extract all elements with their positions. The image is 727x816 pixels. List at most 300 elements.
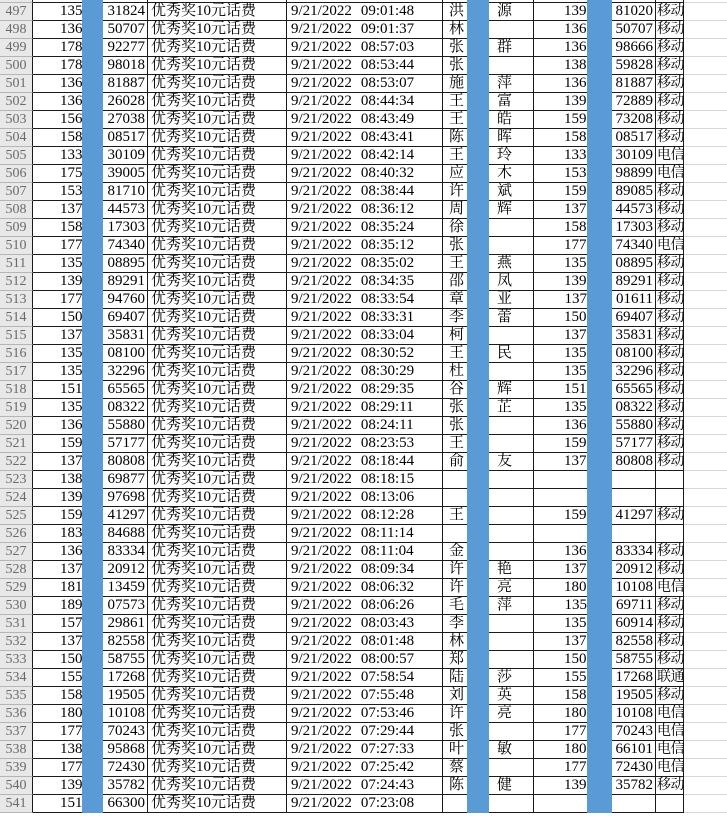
cell-prize[interactable]: 优秀奖10元话费 — [148, 327, 287, 345]
cell-empty[interactable] — [684, 57, 727, 75]
cell-carrier[interactable]: 移动 — [657, 562, 684, 577]
row-header[interactable]: 541 — [0, 795, 33, 813]
timestamp-date: 9/21/2022 — [291, 345, 352, 361]
cell-prize[interactable]: 优秀奖10元话费 — [148, 453, 287, 471]
cell-timestamp[interactable] — [287, 93, 443, 111]
row-header[interactable]: 537 — [0, 723, 33, 741]
cell-prize[interactable]: 优秀奖10元话费 — [148, 633, 287, 651]
cell-empty[interactable] — [684, 723, 727, 741]
phone1-suffix: 08322 — [107, 399, 145, 415]
cell-carrier[interactable]: 电信 — [657, 166, 684, 181]
cell-timestamp[interactable] — [287, 597, 443, 615]
cell-empty[interactable] — [684, 75, 727, 93]
cell-empty[interactable] — [684, 525, 727, 543]
cell-prize[interactable]: 优秀奖10元话费 — [148, 399, 287, 417]
phone2-prefix: 137 — [564, 633, 587, 649]
name-first-char: 许 — [449, 561, 465, 577]
row-header[interactable]: 504 — [0, 129, 33, 147]
row-header[interactable]: 497 — [0, 3, 33, 21]
cell-timestamp[interactable] — [287, 21, 443, 39]
cell-empty[interactable] — [684, 561, 727, 579]
cell-prize[interactable]: 优秀奖10元话费 — [148, 381, 287, 399]
row-header[interactable]: 507 — [0, 183, 33, 201]
row-header[interactable]: 536 — [0, 705, 33, 723]
cell-prize[interactable]: 优秀奖10元话费 — [148, 759, 287, 777]
cell-timestamp[interactable] — [287, 507, 443, 525]
timestamp-date: 9/21/2022 — [291, 651, 352, 667]
phone1-suffix: 82558 — [107, 633, 145, 649]
name-first-char: 王 — [449, 111, 465, 127]
cell-empty[interactable] — [684, 543, 727, 561]
row-header[interactable]: 535 — [0, 687, 33, 705]
cell-empty[interactable] — [684, 651, 727, 669]
cell-carrier[interactable]: 移动 — [657, 202, 684, 217]
cell-prize[interactable]: 优秀奖10元话费 — [148, 201, 287, 219]
row-header[interactable]: 511 — [0, 255, 33, 273]
cell-carrier[interactable]: 移动 — [657, 58, 684, 73]
cell-empty[interactable] — [684, 327, 727, 345]
name-last-char: 莎 — [497, 669, 513, 685]
cell-empty[interactable] — [684, 759, 727, 777]
cell-timestamp[interactable] — [287, 381, 443, 399]
phone1-prefix: 139 — [60, 489, 83, 505]
cell-timestamp[interactable] — [287, 759, 443, 777]
timestamp-date: 9/21/2022 — [291, 687, 352, 703]
cell-timestamp[interactable] — [287, 723, 443, 741]
row-header[interactable]: 509 — [0, 219, 33, 237]
row-header[interactable]: 540 — [0, 777, 33, 795]
phone1-suffix: 81887 — [107, 75, 145, 91]
cell-empty[interactable] — [684, 705, 727, 723]
cell-empty[interactable] — [684, 633, 727, 651]
cell-prize[interactable]: 优秀奖10元话费 — [148, 705, 287, 723]
cell-carrier[interactable]: 电信 — [657, 760, 684, 775]
cell-prize[interactable]: 优秀奖10元话费 — [148, 273, 287, 291]
cell-prize[interactable]: 优秀奖10元话费 — [148, 345, 287, 363]
table-row — [0, 93, 727, 111]
cell-carrier[interactable]: 电信 — [657, 238, 684, 253]
cell-timestamp[interactable] — [287, 579, 443, 597]
cell-empty[interactable] — [684, 129, 727, 147]
cell-prize[interactable]: 优秀奖10元话费 — [148, 669, 287, 687]
timestamp-date: 9/21/2022 — [291, 705, 352, 721]
cell-carrier[interactable] — [656, 525, 684, 543]
cell-empty[interactable] — [684, 165, 727, 183]
cell-prize[interactable]: 优秀奖10元话费 — [148, 687, 287, 705]
timestamp-time: 08:06:26 — [360, 597, 415, 613]
row-header[interactable]: 516 — [0, 345, 33, 363]
cell-empty[interactable] — [684, 489, 727, 507]
row-header[interactable]: 526 — [0, 525, 33, 543]
table-row — [0, 183, 727, 201]
row-header[interactable]: 522 — [0, 453, 33, 471]
cell-carrier[interactable]: 移动 — [657, 94, 684, 109]
name-first-char: 俞 — [449, 453, 465, 469]
cell-prize[interactable]: 优秀奖10元话费 — [148, 165, 287, 183]
row-header[interactable]: 498 — [0, 21, 33, 39]
cell-prize[interactable]: 优秀奖10元话费 — [148, 237, 287, 255]
cell-carrier[interactable]: 电信 — [657, 724, 684, 739]
cell-timestamp[interactable] — [287, 57, 443, 75]
cell-timestamp[interactable] — [287, 75, 443, 93]
cell-carrier[interactable]: 移动 — [657, 274, 684, 289]
row-header[interactable]: 515 — [0, 327, 33, 345]
name-first-char: 章 — [449, 291, 465, 307]
cell-empty[interactable] — [684, 507, 727, 525]
row-header[interactable]: 499 — [0, 39, 33, 57]
table-row — [0, 471, 727, 489]
phone2-suffix: 72430 — [615, 759, 653, 775]
cell-timestamp[interactable] — [287, 795, 443, 813]
cell-timestamp[interactable] — [287, 129, 443, 147]
cell-carrier[interactable] — [656, 795, 684, 813]
cell-empty[interactable] — [684, 777, 727, 795]
cell-empty[interactable] — [684, 687, 727, 705]
cell-timestamp[interactable] — [287, 741, 443, 759]
phone1-prefix: 159 — [60, 507, 83, 523]
cell-carrier[interactable]: 移动 — [657, 400, 684, 415]
cell-prize[interactable]: 优秀奖10元话费 — [148, 417, 287, 435]
row-header[interactable]: 512 — [0, 273, 33, 291]
row-header[interactable]: 527 — [0, 543, 33, 561]
cell-empty[interactable] — [684, 147, 727, 165]
cell-timestamp[interactable] — [287, 543, 443, 561]
cell-carrier[interactable]: 移动 — [657, 778, 684, 793]
cell-carrier[interactable]: 移动 — [657, 652, 684, 667]
cell-empty[interactable] — [684, 183, 727, 201]
cell-empty[interactable] — [684, 471, 727, 489]
cell-timestamp[interactable] — [287, 219, 443, 237]
cell-empty[interactable] — [684, 273, 727, 291]
cell-prize[interactable]: 优秀奖10元话费 — [148, 39, 287, 57]
row-header[interactable]: 523 — [0, 471, 33, 489]
phone2-suffix: 58755 — [615, 651, 653, 667]
cell-carrier[interactable] — [656, 471, 684, 489]
phone1-suffix: 95868 — [107, 741, 145, 757]
name-last-char: 斌 — [497, 183, 513, 199]
phone1-prefix: 139 — [60, 273, 83, 289]
cell-prize[interactable]: 优秀奖10元话费 — [148, 219, 287, 237]
cell-empty[interactable] — [684, 363, 727, 381]
cell-timestamp[interactable] — [287, 489, 443, 507]
row-header[interactable]: 525 — [0, 507, 33, 525]
row-header[interactable]: 503 — [0, 111, 33, 129]
cell-prize[interactable]: 优秀奖10元话费 — [148, 525, 287, 543]
row-header[interactable]: 532 — [0, 633, 33, 651]
cell-empty[interactable] — [684, 201, 727, 219]
cell-carrier[interactable] — [656, 489, 684, 507]
row-header[interactable]: 539 — [0, 759, 33, 777]
phone2-suffix: 82558 — [615, 633, 653, 649]
cell-prize[interactable]: 优秀奖10元话费 — [148, 795, 287, 813]
row-header[interactable]: 501 — [0, 75, 33, 93]
name-last-char: 敏 — [497, 741, 513, 757]
cell-carrier[interactable]: 移动 — [657, 634, 684, 649]
cell-timestamp[interactable] — [287, 345, 443, 363]
timestamp-date: 9/21/2022 — [291, 579, 352, 595]
cell-timestamp[interactable] — [287, 3, 443, 21]
cell-prize[interactable]: 优秀奖10元话费 — [148, 129, 287, 147]
cell-timestamp[interactable] — [287, 687, 443, 705]
cell-carrier[interactable]: 电信 — [657, 742, 684, 757]
phone1-suffix: 30109 — [107, 147, 145, 163]
cell-prize[interactable]: 优秀奖10元话费 — [148, 3, 287, 21]
cell-carrier[interactable]: 移动 — [657, 328, 684, 343]
row-header[interactable]: 520 — [0, 417, 33, 435]
cell-empty[interactable] — [684, 579, 727, 597]
cell-timestamp[interactable] — [287, 651, 443, 669]
cell-carrier[interactable]: 移动 — [657, 418, 684, 433]
table-row — [0, 399, 727, 417]
timestamp-time: 08:44:34 — [360, 93, 415, 109]
cell-timestamp[interactable] — [287, 417, 443, 435]
row-header[interactable]: 529 — [0, 579, 33, 597]
name-first-char: 许 — [449, 705, 465, 721]
cell-empty[interactable] — [684, 93, 727, 111]
cell-timestamp[interactable] — [287, 273, 443, 291]
cell-empty[interactable] — [684, 345, 727, 363]
row-header[interactable]: 538 — [0, 741, 33, 759]
cell-carrier[interactable]: 移动 — [657, 130, 684, 145]
table-row — [0, 597, 727, 615]
row-header[interactable]: 513 — [0, 291, 33, 309]
cell-empty[interactable] — [684, 615, 727, 633]
cell-carrier[interactable]: 移动 — [657, 346, 684, 361]
table-row — [0, 147, 727, 165]
phone1-suffix: 07573 — [107, 597, 145, 613]
cell-empty[interactable] — [684, 399, 727, 417]
name-first-char: 叶 — [449, 741, 465, 757]
cell-prize[interactable]: 优秀奖10元话费 — [148, 471, 287, 489]
phone1-prefix: 151 — [60, 381, 83, 397]
phone1-suffix: 17268 — [107, 669, 145, 685]
cell-carrier[interactable]: 移动 — [657, 508, 684, 523]
cell-carrier[interactable]: 移动 — [657, 382, 684, 397]
cell-timestamp[interactable] — [287, 327, 443, 345]
row-header[interactable]: 519 — [0, 399, 33, 417]
phone2-prefix: 139 — [564, 273, 587, 289]
cell-empty[interactable] — [684, 741, 727, 759]
cell-empty[interactable] — [684, 255, 727, 273]
cell-prize[interactable]: 优秀奖10元话费 — [148, 723, 287, 741]
name-first-char: 林 — [449, 633, 465, 649]
cell-empty[interactable] — [684, 381, 727, 399]
timestamp-date: 9/21/2022 — [291, 417, 352, 433]
cell-prize[interactable]: 优秀奖10元话费 — [148, 561, 287, 579]
cell-timestamp[interactable] — [287, 435, 443, 453]
row-header[interactable]: 534 — [0, 669, 33, 687]
timestamp-date: 9/21/2022 — [291, 363, 352, 379]
cell-carrier[interactable]: 移动 — [657, 22, 684, 37]
cell-carrier[interactable]: 移动 — [657, 364, 684, 379]
cell-carrier[interactable]: 移动 — [657, 112, 684, 127]
name-last-char: 艳 — [497, 561, 513, 577]
timestamp-date: 9/21/2022 — [291, 309, 352, 325]
cell-carrier[interactable]: 移动 — [657, 310, 684, 325]
cell-carrier[interactable]: 移动 — [657, 598, 684, 613]
phone1-prefix: 137 — [60, 561, 83, 577]
cell-prize[interactable]: 优秀奖10元话费 — [148, 579, 287, 597]
cell-prize[interactable]: 优秀奖10元话费 — [148, 57, 287, 75]
phone2-suffix — [616, 0, 653, 2]
phone1-prefix: 133 — [60, 147, 83, 163]
cell-empty[interactable] — [684, 417, 727, 435]
cell-timestamp[interactable] — [287, 525, 443, 543]
cell-timestamp[interactable] — [287, 669, 443, 687]
row-header[interactable]: 518 — [0, 381, 33, 399]
cell-carrier[interactable]: 移动 — [657, 454, 684, 469]
phone1-prefix: 177 — [60, 237, 83, 253]
cell-timestamp[interactable] — [287, 453, 443, 471]
phone2-prefix: 139 — [564, 777, 587, 793]
timestamp-time: 08:33:31 — [360, 309, 415, 325]
cell-timestamp[interactable] — [287, 399, 443, 417]
timestamp-time: 08:13:06 — [360, 489, 415, 505]
name-first-char: 张 — [449, 417, 465, 433]
cell-prize[interactable]: 优秀奖10元话费 — [148, 111, 287, 129]
cell-timestamp[interactable] — [287, 363, 443, 381]
cell-prize[interactable]: 优秀奖10元话费 — [148, 255, 287, 273]
cell-timestamp[interactable] — [287, 705, 443, 723]
cell-carrier[interactable]: 移动 — [657, 40, 684, 55]
cell-prize[interactable]: 优秀奖10元话费 — [148, 147, 287, 165]
cell-empty[interactable] — [684, 669, 727, 687]
cell-timestamp[interactable] — [287, 561, 443, 579]
cell-timestamp[interactable] — [287, 111, 443, 129]
cell-carrier[interactable]: 移动 — [657, 688, 684, 703]
cell-empty[interactable] — [684, 309, 727, 327]
phone2-prefix: 151 — [564, 381, 587, 397]
cell-timestamp[interactable] — [287, 165, 443, 183]
phone1-suffix: 58755 — [107, 651, 145, 667]
name-first-char: 周 — [449, 201, 465, 217]
timestamp-date: 9/21/2022 — [291, 525, 352, 541]
cell-carrier[interactable]: 移动 — [657, 184, 684, 199]
cell-prize[interactable]: 优秀奖10元话费 — [148, 291, 287, 309]
row-header[interactable]: 531 — [0, 615, 33, 633]
row-header[interactable]: 517 — [0, 363, 33, 381]
cell-carrier[interactable]: 联通 — [657, 670, 684, 685]
cell-prize[interactable]: 优秀奖10元话费 — [148, 777, 287, 795]
cell-carrier[interactable]: 移动 — [657, 220, 684, 235]
cell-timestamp[interactable] — [287, 39, 443, 57]
cell-timestamp[interactable] — [287, 237, 443, 255]
cell-carrier[interactable]: 电信 — [657, 148, 684, 163]
cell-prize[interactable]: 优秀奖10元话费 — [148, 309, 287, 327]
row-header[interactable]: 502 — [0, 93, 33, 111]
name-first-char: 施 — [449, 75, 465, 91]
phone1-suffix: 20912 — [107, 561, 145, 577]
cell-timestamp[interactable] — [287, 255, 443, 273]
cell-timestamp[interactable] — [287, 777, 443, 795]
row-header[interactable]: 533 — [0, 651, 33, 669]
cell-carrier[interactable]: 移动 — [657, 4, 684, 19]
row-header[interactable]: 500 — [0, 57, 33, 75]
row-header[interactable]: 528 — [0, 561, 33, 579]
cell-carrier[interactable]: 移动 — [657, 292, 684, 307]
row-header[interactable]: 530 — [0, 597, 33, 615]
cell-empty[interactable] — [684, 597, 727, 615]
row-header[interactable]: 505 — [0, 147, 33, 165]
cell-prize[interactable]: 优秀奖10元话费 — [148, 363, 287, 381]
timestamp-date: 9/21/2022 — [291, 129, 352, 145]
cell-empty[interactable] — [684, 795, 727, 813]
cell-prize[interactable]: 优秀奖10元话费 — [148, 183, 287, 201]
phone1-prefix: 175 — [60, 165, 83, 181]
cell-prize[interactable]: 优秀奖10元话费 — [148, 507, 287, 525]
row-header[interactable]: 521 — [0, 435, 33, 453]
name-first-char: 王 — [449, 147, 465, 163]
cell-empty[interactable] — [684, 3, 727, 21]
cell-carrier[interactable]: 移动 — [657, 616, 684, 631]
phone2-suffix: 10108 — [615, 579, 653, 595]
name-first-char: 张 — [449, 237, 465, 253]
cell-carrier[interactable]: 移动 — [657, 256, 684, 271]
timestamp-time: 07:25:42 — [360, 759, 415, 775]
cell-prize[interactable]: 优秀奖10元话费 — [148, 651, 287, 669]
cell-carrier[interactable]: 电信 — [657, 580, 684, 595]
row-header[interactable]: 506 — [0, 165, 33, 183]
cell-empty[interactable] — [684, 21, 727, 39]
cell-carrier[interactable]: 移动 — [657, 76, 684, 91]
name-first-char: 李 — [449, 309, 465, 325]
cell-prize[interactable]: 优秀奖10元话费 — [148, 21, 287, 39]
row-header[interactable]: 524 — [0, 489, 33, 507]
row-header[interactable]: 514 — [0, 309, 33, 327]
row-header[interactable]: 510 — [0, 237, 33, 255]
timestamp-time: 08:18:44 — [360, 453, 415, 469]
cell-prize[interactable]: 优秀奖10元话费 — [148, 543, 287, 561]
name-last-char: 源 — [497, 3, 513, 19]
cell-timestamp[interactable] — [287, 201, 443, 219]
cell-timestamp[interactable] — [287, 291, 443, 309]
cell-empty[interactable] — [684, 291, 727, 309]
cell-empty[interactable] — [684, 39, 727, 57]
cell-prize[interactable]: 优秀奖10元话费 — [148, 597, 287, 615]
name-first-char: 陈 — [449, 777, 465, 793]
cell-timestamp[interactable] — [287, 147, 443, 165]
cell-prize[interactable]: 优秀奖10元话费 — [148, 435, 287, 453]
phone1-prefix: 156 — [60, 111, 83, 127]
cell-prize[interactable]: 优秀奖10元话费 — [148, 741, 287, 759]
cell-prize[interactable]: 优秀奖10元话费 — [148, 489, 287, 507]
timestamp-time: 08:35:12 — [360, 237, 415, 253]
cell-empty[interactable] — [684, 453, 727, 471]
phone1-prefix: 135 — [60, 345, 83, 361]
cell-empty[interactable] — [684, 219, 727, 237]
row-header[interactable]: 508 — [0, 201, 33, 219]
cell-timestamp[interactable] — [287, 471, 443, 489]
phone2-suffix: 89085 — [615, 183, 653, 199]
name-first-char: 谷 — [449, 381, 465, 397]
name-first-char: 金 — [449, 543, 465, 559]
cell-prize[interactable]: 优秀奖10元话费 — [148, 75, 287, 93]
cell-empty[interactable] — [684, 237, 727, 255]
cell-timestamp[interactable] — [287, 633, 443, 651]
cell-prize[interactable]: 优秀奖10元话费 — [148, 93, 287, 111]
cell-timestamp[interactable] — [287, 615, 443, 633]
cell-carrier[interactable]: 电信 — [657, 706, 684, 721]
cell-carrier[interactable]: 移动 — [657, 436, 684, 451]
timestamp-time: 08:03:43 — [360, 615, 415, 631]
timestamp-time: 08:09:34 — [360, 561, 415, 577]
cell-empty[interactable] — [684, 111, 727, 129]
cell-timestamp[interactable] — [287, 183, 443, 201]
cell-empty[interactable] — [684, 435, 727, 453]
cell-prize[interactable]: 优秀奖10元话费 — [148, 615, 287, 633]
cell-carrier[interactable]: 移动 — [657, 544, 684, 559]
cell-timestamp[interactable] — [287, 309, 443, 327]
